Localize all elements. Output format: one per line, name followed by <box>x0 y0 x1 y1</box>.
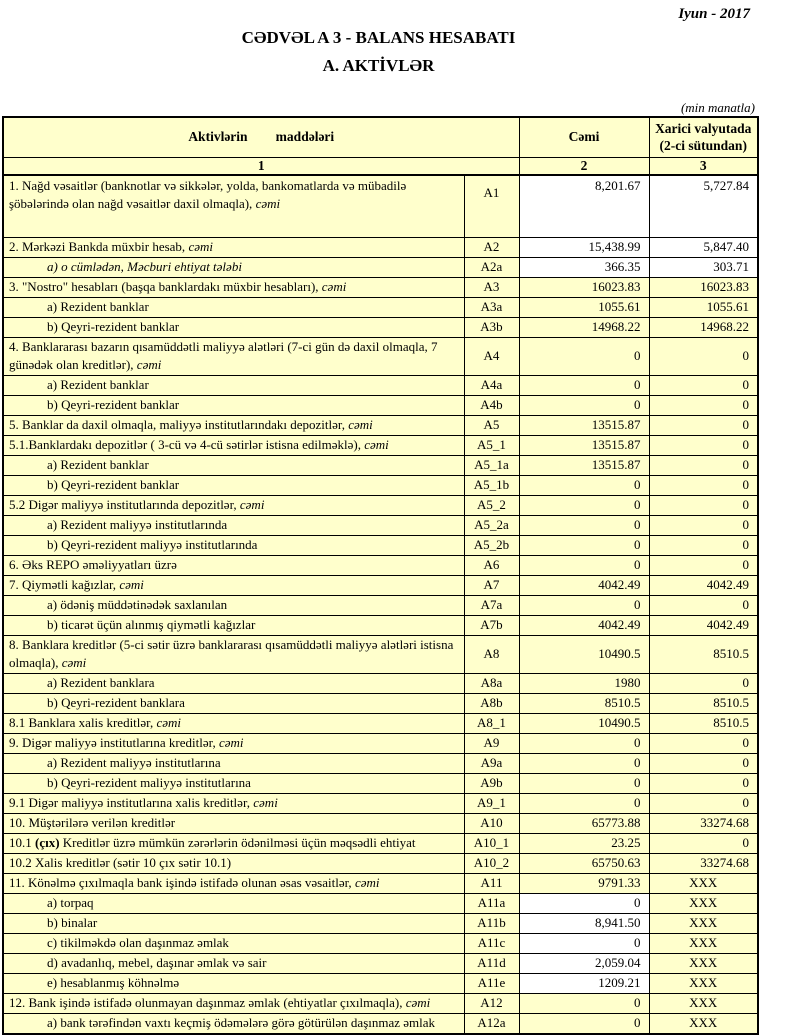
cell-total-value: 8,941.50 <box>519 913 649 933</box>
cell-total-value: 16023.83 <box>519 277 649 297</box>
column-number-1: 1 <box>3 158 519 176</box>
row-label-italic: cəmi <box>239 497 265 512</box>
row-code: A8 <box>464 635 519 673</box>
row-label-pre: a) Rezident maliyyə institutlarına <box>47 755 221 770</box>
table-row <box>3 277 758 297</box>
row-label <box>3 693 464 713</box>
table-row <box>3 615 758 635</box>
row-label-pre: b) Qeyri-rezident banklar <box>47 319 180 334</box>
table-row <box>3 575 758 595</box>
row-label <box>3 753 464 773</box>
cell-total-value: 0 <box>519 733 649 753</box>
table-row <box>3 635 758 673</box>
table-row <box>3 673 758 693</box>
cell-foreign-value: 0 <box>649 435 758 455</box>
cell-total-value: 10490.5 <box>519 635 649 673</box>
row-label-italic: cəmi <box>188 239 213 254</box>
cell-total-value: 8510.5 <box>519 693 649 713</box>
row-label <box>3 953 464 973</box>
row-code: A4 <box>464 337 519 375</box>
table-row <box>3 535 758 555</box>
cell-total-value: 23.25 <box>519 833 649 853</box>
row-code: A5 <box>464 415 519 435</box>
row-label <box>3 435 464 455</box>
row-code: A5_1b <box>464 475 519 495</box>
row-label-italic: cəmi <box>253 795 278 810</box>
row-label <box>3 515 464 535</box>
row-label-pre: a) Rezident maliyyə institutlarında <box>47 517 228 532</box>
assets-table-header <box>3 117 758 175</box>
row-label <box>3 813 464 833</box>
row-label <box>3 535 464 555</box>
row-code: A9b <box>464 773 519 793</box>
row-label <box>3 833 464 853</box>
cell-foreign-value: 4042.49 <box>649 575 758 595</box>
table-row <box>3 873 758 893</box>
row-label-italic: cəmi <box>61 655 87 670</box>
cell-foreign-value: XXX <box>649 933 758 953</box>
row-code: A7 <box>464 575 519 595</box>
table-row <box>3 297 758 317</box>
cell-foreign-value: 0 <box>649 753 758 773</box>
row-label-pre: b) Qeyri-rezident banklara <box>47 695 185 710</box>
row-code: A5_2b <box>464 535 519 555</box>
header-foreign: Xarici valyutada (2-ci sütundan) <box>649 117 758 158</box>
cell-total-value: 9791.33 <box>519 873 649 893</box>
row-code: A10_1 <box>464 833 519 853</box>
cell-foreign-value: 0 <box>649 337 758 375</box>
cell-foreign-value: 0 <box>649 833 758 853</box>
cell-foreign-value: 0 <box>649 455 758 475</box>
row-code: A12 <box>464 993 519 1013</box>
row-label <box>3 555 464 575</box>
cell-foreign-value: 0 <box>649 595 758 615</box>
cell-total-value: 0 <box>519 753 649 773</box>
row-label-mid: Kreditlər üzrə mümkün zərərlərin ödənilməsi üçün məqsədli ehtiyat <box>59 835 416 850</box>
row-code: A7b <box>464 615 519 635</box>
cell-foreign-value: 0 <box>649 415 758 435</box>
assets-table <box>2 116 759 1035</box>
table-row <box>3 257 758 277</box>
table-row <box>3 237 758 257</box>
cell-total-value: 0 <box>519 595 649 615</box>
table-row <box>3 317 758 337</box>
cell-foreign-value: 0 <box>649 793 758 813</box>
row-label-italic: cəmi <box>321 279 347 294</box>
table-row <box>3 515 758 535</box>
cell-total-value: 0 <box>519 475 649 495</box>
row-label-italic: cəmi <box>405 995 431 1010</box>
cell-total-value: 0 <box>519 773 649 793</box>
row-label-italic: cəmi <box>364 437 389 452</box>
row-label <box>3 175 464 237</box>
row-label <box>3 455 464 475</box>
cell-total-value: 65750.63 <box>519 853 649 873</box>
row-code: A4a <box>464 375 519 395</box>
table-row <box>3 893 758 913</box>
row-label <box>3 713 464 733</box>
row-code: A6 <box>464 555 519 575</box>
row-label-pre: b) Qeyri-rezident maliyyə institutlarına <box>47 775 251 790</box>
row-label-italic: cəmi <box>354 875 380 890</box>
row-label <box>3 873 464 893</box>
row-label-pre: b) Qeyri-rezident maliyyə institutlarında <box>47 537 258 552</box>
cell-foreign-value: 8510.5 <box>649 693 758 713</box>
row-code: A7a <box>464 595 519 615</box>
table-row <box>3 813 758 833</box>
table-row <box>3 595 758 615</box>
table-row <box>3 753 758 773</box>
table-row <box>3 1013 758 1034</box>
cell-total-value: 65773.88 <box>519 813 649 833</box>
row-label-pre: a) torpaq <box>47 895 94 910</box>
row-label <box>3 973 464 993</box>
row-label-pre: 7. Qiymətli kağızlar, <box>9 577 120 592</box>
row-label <box>3 595 464 615</box>
table-row <box>3 395 758 415</box>
row-label-pre: 9.1 Digər maliyyə institutlarına xalis kreditlər, <box>9 795 254 810</box>
cell-total-value: 13515.87 <box>519 455 649 475</box>
row-code: A11a <box>464 893 519 913</box>
row-label-pre: 5. Banklar da daxil olmaqla, maliyyə institutlarındakı depozitlər, <box>9 417 349 432</box>
row-label <box>3 495 464 515</box>
row-label <box>3 297 464 317</box>
cell-total-value: 0 <box>519 933 649 953</box>
cell-total-value: 0 <box>519 337 649 375</box>
row-label <box>3 277 464 297</box>
cell-foreign-value: XXX <box>649 873 758 893</box>
row-label <box>3 237 464 257</box>
cell-total-value: 0 <box>519 395 649 415</box>
title-block <box>0 28 757 76</box>
cell-foreign-value: 14968.22 <box>649 317 758 337</box>
table-row <box>3 495 758 515</box>
cell-foreign-value: 0 <box>649 535 758 555</box>
row-label-pre: b) ticarət üçün alınmış qiymətli kağızlar <box>47 617 256 632</box>
table-row <box>3 853 758 873</box>
page-title: CƏDVƏL A 3 - BALANS HESABATI <box>241 28 516 47</box>
row-label-pre: 8. Banklara kreditlər (5-ci sətir üzrə banklararası qısamüddətli maliyyə alətləri istisna olmaqla), <box>9 637 454 670</box>
cell-foreign-value: XXX <box>649 993 758 1013</box>
row-label-pre: 3. "Nostro" hesabları (başqa banklardakı müxbir hesabları), <box>9 279 322 294</box>
row-code: A11d <box>464 953 519 973</box>
row-label-pre: d) avadanlıq, mebel, daşınar əmlak və sair <box>47 955 267 970</box>
cell-foreign-value: 0 <box>649 673 758 693</box>
row-label-italic: cəmi <box>348 417 373 432</box>
cell-total-value: 0 <box>519 793 649 813</box>
header-row <box>3 117 758 158</box>
row-code: A10_2 <box>464 853 519 873</box>
row-label-pre: a) ödəniş müddətinədək saxlanılan <box>47 597 228 612</box>
cell-foreign-value: 0 <box>649 495 758 515</box>
row-label-pre: 10.2 Xalis kreditlər (sətir 10 çıx sətir 10.1) <box>9 855 232 870</box>
cell-foreign-value: XXX <box>649 893 758 913</box>
row-label-pre: b) Qeyri-rezident banklar <box>47 477 180 492</box>
row-label-pre: 8.1 Banklara xalis kreditlər, <box>9 715 157 730</box>
row-code: A3a <box>464 297 519 317</box>
cell-total-value: 15,438.99 <box>519 237 649 257</box>
row-code: A2a <box>464 257 519 277</box>
cell-foreign-value: 8510.5 <box>649 713 758 733</box>
row-label <box>3 893 464 913</box>
table-row <box>3 913 758 933</box>
cell-total-value: 4042.49 <box>519 615 649 635</box>
cell-foreign-value: 16023.83 <box>649 277 758 297</box>
row-label-pre: a) Rezident banklar <box>47 457 149 472</box>
row-code: A8b <box>464 693 519 713</box>
row-label-pre: 1. Nağd vəsaitlər (banknotlar və sikkələr, yolda, bankomatlarda və mübadilə şöbələrində olan nağd vəsaitlər daxil olmaqla), <box>9 177 407 211</box>
row-code: A10 <box>464 813 519 833</box>
cell-total-value: 0 <box>519 893 649 913</box>
table-row <box>3 713 758 733</box>
row-label-italic: cəmi <box>218 735 244 750</box>
row-label-pre: 10.1 <box>9 835 35 850</box>
row-code: A11e <box>464 973 519 993</box>
row-label-pre: a) Rezident banklar <box>47 299 149 314</box>
row-label <box>3 773 464 793</box>
row-label-pre: b) binalar <box>47 915 98 930</box>
row-code: A5_2a <box>464 515 519 535</box>
report-date: Iyun - 2017 <box>678 6 750 22</box>
table-row <box>3 933 758 953</box>
row-label <box>3 415 464 435</box>
table-row <box>3 733 758 753</box>
row-label-pre: b) Qeyri-rezident banklar <box>47 397 180 412</box>
cell-total-value: 1209.21 <box>519 973 649 993</box>
cell-foreign-value: 0 <box>649 375 758 395</box>
row-label-pre: 5.1.Banklardakı depozitlər ( 3-cü və 4-cü sətirlər istisna edilməklə), <box>9 437 365 452</box>
cell-total-value: 10490.5 <box>519 713 649 733</box>
row-label-pre: 9. Digər maliyyə institutlarına kreditlər, <box>9 735 219 750</box>
row-label <box>3 375 464 395</box>
cell-foreign-value: XXX <box>649 953 758 973</box>
row-code: A5_1 <box>464 435 519 455</box>
table-row <box>3 993 758 1013</box>
row-label-pre: 12. Bank işində istifadə olunmayan daşınmaz əmlak (ehtiyatlar çıxılmaqla), <box>9 995 406 1010</box>
cell-foreign-value: 1055.61 <box>649 297 758 317</box>
row-label-italic: cəmi <box>119 577 144 592</box>
row-code: A1 <box>464 175 519 237</box>
row-code: A11c <box>464 933 519 953</box>
cell-foreign-value: 303.71 <box>649 257 758 277</box>
table-row <box>3 415 758 435</box>
cell-total-value: 2,059.04 <box>519 953 649 973</box>
row-label-pre: 2. Mərkəzi Bankda müxbir hesab, <box>9 239 189 254</box>
cell-total-value: 0 <box>519 555 649 575</box>
cell-total-value: 13515.87 <box>519 415 649 435</box>
cell-total-value: 366.35 <box>519 257 649 277</box>
row-label-pre: a) bank tərəfindən vaxtı keçmiş ödəmələrə görə götürülən daşınmaz əmlak <box>47 1015 436 1030</box>
cell-total-value: 0 <box>519 1013 649 1034</box>
table-row <box>3 833 758 853</box>
row-label-pre: 6. Əks REPO əməliyyatları üzrə <box>9 557 177 572</box>
row-label <box>3 575 464 595</box>
row-code: A3b <box>464 317 519 337</box>
header-items: Aktivlərin maddələri <box>3 117 519 158</box>
row-label <box>3 615 464 635</box>
cell-foreign-value: 0 <box>649 733 758 753</box>
row-code: A3 <box>464 277 519 297</box>
cell-foreign-value: 33274.68 <box>649 853 758 873</box>
table-row <box>3 375 758 395</box>
table-row <box>3 555 758 575</box>
cell-total-value: 0 <box>519 515 649 535</box>
cell-foreign-value: 0 <box>649 773 758 793</box>
cell-foreign-value: XXX <box>649 1013 758 1034</box>
row-label-pre: 10. Müştərilərə verilən kreditlər <box>9 815 176 830</box>
row-label-italic: cəmi <box>156 715 182 730</box>
row-code: A9 <box>464 733 519 753</box>
cell-foreign-value: 5,727.84 <box>649 175 758 237</box>
cell-total-value: 0 <box>519 535 649 555</box>
row-label <box>3 395 464 415</box>
row-label <box>3 933 464 953</box>
cell-foreign-value: 8510.5 <box>649 635 758 673</box>
row-label-italic: cəmi <box>136 357 162 372</box>
row-label <box>3 337 464 375</box>
row-label <box>3 1013 464 1034</box>
row-label <box>3 733 464 753</box>
column-number-row <box>3 158 758 176</box>
cell-foreign-value: XXX <box>649 973 758 993</box>
row-label <box>3 913 464 933</box>
row-label <box>3 317 464 337</box>
row-label <box>3 853 464 873</box>
table-row <box>3 693 758 713</box>
header-total: Cəmi <box>519 117 649 158</box>
cell-total-value: 13515.87 <box>519 435 649 455</box>
table-row <box>3 337 758 375</box>
table-row <box>3 773 758 793</box>
cell-foreign-value: 0 <box>649 515 758 535</box>
column-number-2: 2 <box>519 158 649 176</box>
row-label <box>3 793 464 813</box>
row-label-pre: c) tikilməkdə olan daşınmaz əmlak <box>47 935 229 950</box>
table-row <box>3 435 758 455</box>
row-code: A12a <box>464 1013 519 1034</box>
row-code: A5_1a <box>464 455 519 475</box>
cell-foreign-value: 0 <box>649 555 758 575</box>
page-subtitle: A. AKTİVLƏR <box>322 56 435 75</box>
cell-foreign-value: XXX <box>649 913 758 933</box>
row-label-pre: e) hesablanmış köhnəlmə <box>47 975 180 990</box>
row-label <box>3 475 464 495</box>
table-row <box>3 953 758 973</box>
cell-foreign-value: 0 <box>649 395 758 415</box>
table-row <box>3 973 758 993</box>
row-code: A9_1 <box>464 793 519 813</box>
row-label-pre: a) Rezident banklar <box>47 377 149 392</box>
row-code: A2 <box>464 237 519 257</box>
table-row <box>3 793 758 813</box>
cell-total-value: 0 <box>519 993 649 1013</box>
row-code: A5_2 <box>464 495 519 515</box>
column-number-3: 3 <box>649 158 758 176</box>
cell-total-value: 1980 <box>519 673 649 693</box>
row-code: A4b <box>464 395 519 415</box>
cell-total-value: 14968.22 <box>519 317 649 337</box>
row-label <box>3 993 464 1013</box>
row-label-pre: 5.2 Digər maliyyə institutlarında depozitlər, <box>9 497 240 512</box>
row-label-italic: cəmi <box>255 195 281 211</box>
row-code: A11 <box>464 873 519 893</box>
cell-total-value: 1055.61 <box>519 297 649 317</box>
row-label-pre: 11. Könəlmə çıxılmaqla bank işində istifadə olunan əsas vəsaitlər, <box>9 875 355 890</box>
row-label-italic: a) o cümlədən, Məcburi ehtiyat tələbi <box>47 259 242 274</box>
cell-total-value: 8,201.67 <box>519 175 649 237</box>
row-label-bold: (çıx) <box>35 835 60 850</box>
cell-total-value: 4042.49 <box>519 575 649 595</box>
table-row <box>3 175 758 237</box>
table-row <box>3 455 758 475</box>
cell-foreign-value: 5,847.40 <box>649 237 758 257</box>
cell-foreign-value: 4042.49 <box>649 615 758 635</box>
row-code: A8_1 <box>464 713 519 733</box>
row-label <box>3 257 464 277</box>
row-code: A11b <box>464 913 519 933</box>
unit-note: (min manatla) <box>680 100 755 115</box>
cell-total-value: 0 <box>519 495 649 515</box>
row-label <box>3 673 464 693</box>
row-code: A8a <box>464 673 519 693</box>
cell-foreign-value: 33274.68 <box>649 813 758 833</box>
row-code: A9a <box>464 753 519 773</box>
row-label-pre: a) Rezident banklara <box>47 675 155 690</box>
cell-total-value: 0 <box>519 375 649 395</box>
cell-foreign-value: 0 <box>649 475 758 495</box>
assets-table-body <box>3 175 758 1034</box>
row-label <box>3 635 464 673</box>
table-row <box>3 475 758 495</box>
row-label-pre: 4. Banklararası bazarın qısamüddətli maliyyə alətləri (7-ci gün də daxil olmaqla, 7 günədək olan kreditlər), <box>9 339 438 372</box>
